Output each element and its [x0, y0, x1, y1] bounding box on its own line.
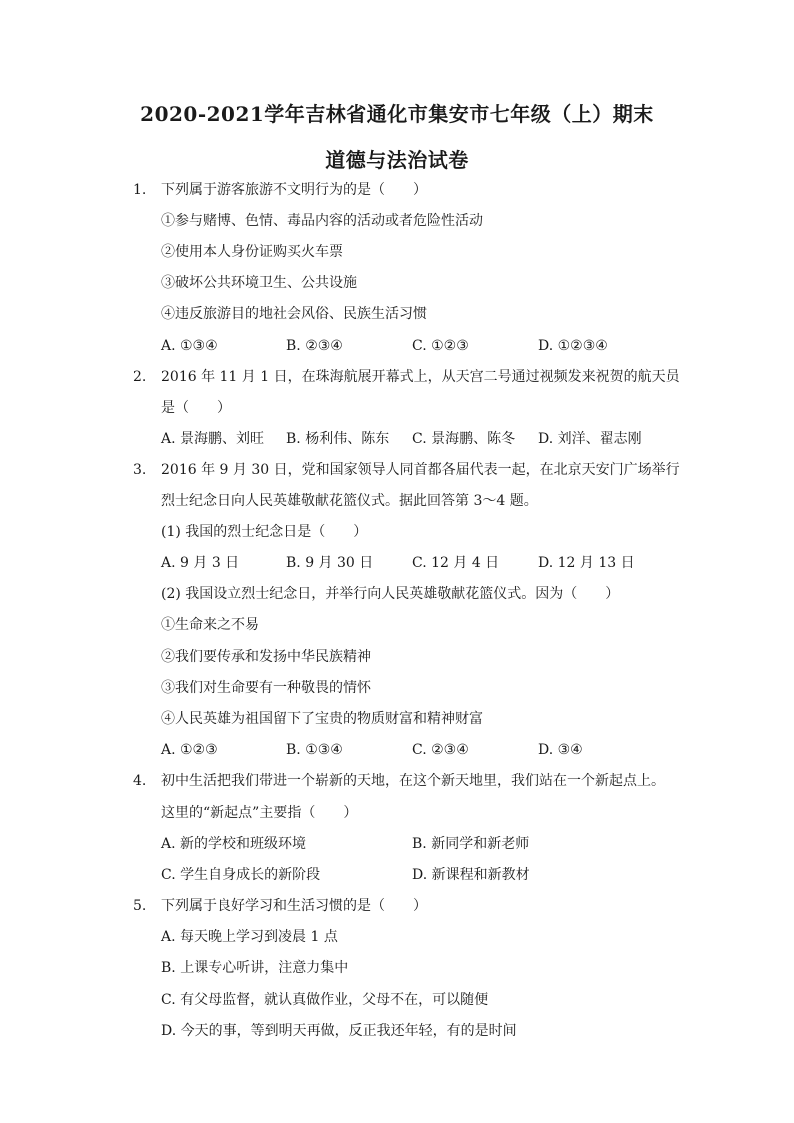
- question-3-statement: [0, 610, 794, 641]
- sub-question-stem: (1) 我国的烈士纪念日是（ ）: [161, 524, 368, 540]
- question-number: 2.: [133, 369, 147, 385]
- statement-text: ②使用本人身份证购买火车票: [161, 244, 343, 260]
- option-b: B. ①③④: [286, 742, 343, 758]
- question-5-stem-row: [0, 891, 794, 922]
- question-3-stem-continued: [0, 486, 794, 517]
- option-b: B. 新同学和新老师: [412, 836, 530, 852]
- question-3-statement: [0, 673, 794, 704]
- question-stem: 这里的“新起点”主要指（ ）: [161, 805, 358, 821]
- option-d: D. 12 月 13 日: [538, 555, 635, 571]
- question-stem: 初中生活把我们带进一个崭新的天地，在这个新天地里，我们站在一个新起点上。: [161, 773, 665, 789]
- question-stem: 烈士纪念日向人民英雄敬献花篮仪式。据此回答第 3～4 题。: [161, 493, 538, 509]
- statement-text: ③破坏公共环境卫生、公共设施: [161, 275, 357, 291]
- statement-text: ③我们对生命要有一种敬畏的情怀: [161, 680, 371, 696]
- option-c: C. ①②③: [412, 338, 469, 354]
- question-4-stem-continued: [0, 798, 794, 829]
- question-5-option-row: [0, 985, 794, 1016]
- option-b: B. 9 月 30 日: [286, 555, 374, 571]
- sub-question-stem: (2) 我国设立烈士纪念日，并举行向人民英雄敬献花篮仪式。因为（ ）: [161, 586, 620, 602]
- statement-text: ①参与赌博、色情、毒品内容的活动或者危险性活动: [161, 213, 483, 229]
- option-c: C. 有父母监督，就认真做作业，父母不在，可以随便: [161, 992, 489, 1008]
- question-1-statement: [0, 268, 794, 299]
- option-d: D. ③④: [538, 742, 583, 758]
- question-number: 3.: [133, 462, 147, 478]
- question-number: 5.: [133, 898, 147, 914]
- option-a: A. ①③④: [161, 338, 218, 354]
- option-c: C. ②③④: [412, 742, 469, 758]
- question-5-option-row: [0, 922, 794, 953]
- question-1-options: [0, 331, 794, 362]
- exam-title: 2020-2021学年吉林省通化市集安市七年级（上）期末: [140, 102, 654, 126]
- question-stem: 是（ ）: [161, 400, 231, 416]
- statement-text: ①生命来之不易: [161, 617, 259, 633]
- option-d: D. ①②③④: [538, 338, 608, 354]
- option-b: B. 上课专心听讲，注意力集中: [161, 960, 349, 976]
- question-number: 4.: [133, 773, 147, 789]
- question-2-stem-row: [0, 362, 794, 393]
- statement-text: ②我们要传承和发扬中华民族精神: [161, 649, 371, 665]
- option-c: C. 学生自身成长的新阶段: [161, 867, 321, 883]
- question-4-options-row2: [0, 860, 794, 891]
- question-stem: 2016 年 9 月 30 日，党和国家领导人同首都各届代表一起，在北京天安门广场举行: [161, 462, 680, 478]
- option-a: A. 每天晚上学习到凌晨 1 点: [161, 929, 338, 945]
- question-4-stem-row: [0, 766, 794, 797]
- option-a: A. ①②③: [161, 742, 218, 758]
- option-a: A. 9 月 3 日: [161, 555, 240, 571]
- option-d: D. 新课程和新教材: [412, 867, 530, 883]
- question-3-statement: [0, 704, 794, 735]
- option-c: C. 12 月 4 日: [412, 555, 500, 571]
- option-a: A. 景海鹏、刘旺: [161, 431, 265, 447]
- option-a: A. 新的学校和班级环境: [161, 836, 307, 852]
- question-3-sub2-stem: [0, 579, 794, 610]
- question-3-sub1-stem: [0, 517, 794, 548]
- option-d: D. 今天的事，等到明天再做，反正我还年轻，有的是时间: [161, 1023, 517, 1039]
- question-1-statement: [0, 299, 794, 330]
- question-stem: 下列属于良好学习和生活习惯的是（ ）: [161, 898, 427, 914]
- statement-text: ④违反旅游目的地社会风俗、民族生活习惯: [161, 306, 427, 322]
- question-3-statement: [0, 642, 794, 673]
- question-3-sub2-options: [0, 735, 794, 766]
- question-5-option-row: [0, 1016, 794, 1047]
- question-2-stem-continued: [0, 393, 794, 424]
- question-1-statement: [0, 206, 794, 237]
- option-b: B. ②③④: [286, 338, 343, 354]
- option-d: D. 刘洋、翟志刚: [538, 431, 642, 447]
- question-5-option-row: [0, 953, 794, 984]
- question-4-options-row1: [0, 829, 794, 860]
- question-2-options: [0, 424, 794, 455]
- statement-text: ④人民英雄为祖国留下了宝贵的物质财富和精神财富: [161, 711, 483, 727]
- option-b: B. 杨利伟、陈东: [286, 431, 390, 447]
- question-1-stem-row: [0, 175, 794, 206]
- question-stem: 2016 年 11 月 1 日，在珠海航展开幕式上，从天宫二号通过视频发来祝贺的航天员: [161, 369, 680, 385]
- question-3-stem-row: [0, 455, 794, 486]
- question-3-sub1-options: [0, 548, 794, 579]
- question-stem: 下列属于游客旅游不文明行为的是（ ）: [161, 182, 427, 198]
- exam-subtitle: 道德与法治试卷: [325, 148, 469, 172]
- option-c: C. 景海鹏、陈冬: [412, 431, 516, 447]
- question-number: 1.: [133, 182, 147, 198]
- question-1-statement: [0, 237, 794, 268]
